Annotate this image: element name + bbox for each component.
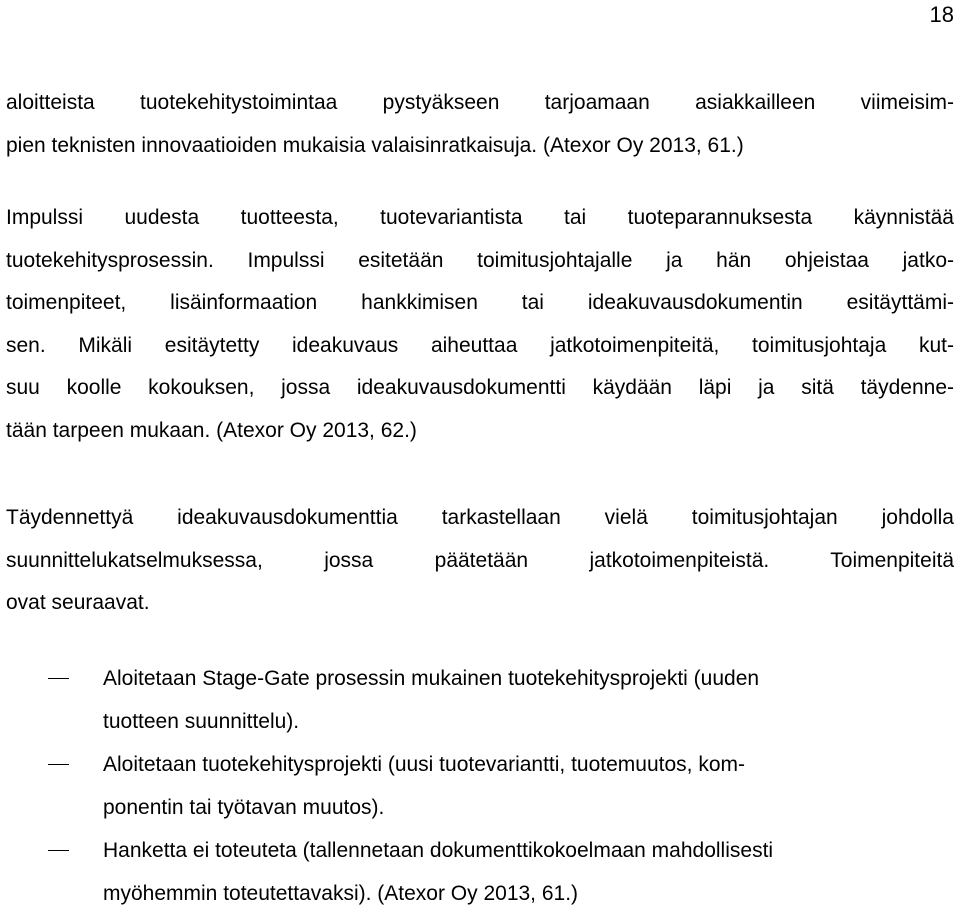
text-line: toimenpiteet, lisäinformaation hankkimisen tai ideakuvausdokumentin esitäyttämi- [6, 291, 954, 314]
text-line: suu koolle kokouksen, jossa ideakuvausdokumentti käydään läpi ja sitä täydenne- [6, 376, 954, 399]
list-item [6, 743, 954, 829]
list-item-line: Aloitetaan tuotekehitysprojekti (uusi tuotevariantti, tuotemuutos, kom- [103, 753, 745, 776]
action-list [6, 657, 954, 915]
text-line: Täydennettyä ideakuvausdokumenttia tarkastellaan vielä toimitusjohtajan johdolla [6, 506, 954, 529]
text-line: tuotekehitysprosessin. Impulssi esitetään toimitusjohtajalle ja hän ohjeistaa jatko- [6, 248, 954, 272]
text-line: sen. Mikäli esitäytetty ideakuvaus aiheuttaa jatkotoimenpiteitä, toimitusjohtaja kut- [6, 333, 954, 357]
list-item [6, 829, 954, 915]
paragraph-impulse [6, 197, 954, 452]
text-line: suunnittelukatselmuksessa, jossa päätetään jatkotoimenpiteistä. Toimenpiteitä [6, 548, 954, 572]
list-item-line: Aloitetaan Stage-Gate prosessin mukainen tuotekehitysprojekti (uuden [103, 667, 760, 690]
list-item-line: ponentin tai työtavan muutos). [103, 796, 385, 819]
text-line: Impulssi uudesta tuotteesta, tuotevariantista tai tuoteparannuksesta käynnistää [6, 206, 954, 229]
list-item-line: myöhemmin toteutettavaksi). (Atexor Oy 2013, 61.) [103, 882, 579, 905]
text-line: pien teknisten innovaatioiden mukaisia valaisinratkaisuja. (Atexor Oy 2013, 61.) [6, 133, 744, 157]
dash-bullet-icon [48, 850, 69, 851]
dash-bullet-icon [48, 764, 69, 765]
page-number: 18 [929, 2, 954, 27]
text-line: tään tarpeen mukaan. (Atexor Oy 2013, 62.) [6, 418, 417, 442]
list-item [6, 657, 954, 743]
text-line: ovat seuraavat. [6, 591, 150, 614]
list-item-line: tuotteen suunnittelu). [103, 710, 300, 733]
text-line: aloitteista tuotekehitystoimintaa pystyäkseen tarjoamaan asiakkailleen viimeisim- [6, 91, 954, 114]
dash-bullet-icon [48, 678, 69, 679]
paragraph-intro [6, 82, 954, 167]
list-item-line: Hanketta ei toteuteta (tallennetaan dokumenttikokoelmaan mahdollisesti [103, 839, 774, 862]
paragraph-review [6, 497, 954, 625]
